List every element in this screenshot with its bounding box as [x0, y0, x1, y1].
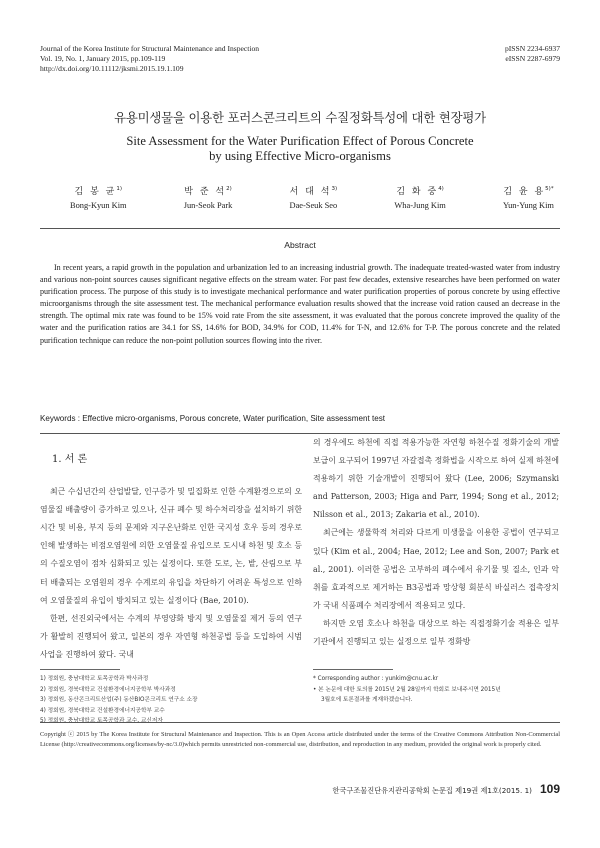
page-number: 109 [539, 782, 560, 796]
author-korean-name: 서 대 석 [289, 187, 332, 197]
author-english-name: Bong-Kyun Kim [70, 201, 127, 210]
body-paragraph: 최근 수십년간의 산업발달, 인구증가 및 밀집화로 인한 수계환경으로의 오염물질 배출량이 증가하고 있으나, 신규 폐수 및 하수처리장을 설치하기 위한 시간 및 비용, 부지 등의 문제와 지구온난화로 인한 국지성 호우 등의 경우로 인해 발생하는 비점오염원에 의한 오염물질 유입으로 도시내 하천 및 호소 등의 수질오염이 점차 심화되고 있는 실정이다. 또한 도로, 논, 밭, 산림으로 부터 배출되는 오염원의 경우 수계로의 유입을 차단하기 어려운 특성으로 인하여 오염물질의 유입이 방치되고 있는 실정이다 (Bae, 2010). [40, 487, 302, 605]
page-footer [333, 782, 560, 796]
author-korean-name: 김 봉 균 [74, 187, 117, 197]
author [394, 184, 445, 210]
footnote: 3) 정회원, 동산콘크리트산업(주) 동산BIO콘크리트 연구소 소장 [40, 697, 198, 703]
issn-info [505, 44, 560, 64]
body-paragraph: 최근에는 생물학적 처리와 다르게 미생물을 이용한 공법이 연구되고 있다 (Kim et al., 2004; Hae, 2012; Lee and Son, 2007; Park et al., 2001). 이러한 공법은 고부하의 폐수에서 유기물 및 질소, 인과 악취를 효과적으로 제거하는 B3공법과 망상형 회분식 바실러스 접촉장치가 국내 식품폐수 처리장에서 적용되고 있다. [313, 528, 559, 610]
footnote-divider [313, 669, 393, 670]
journal-volume: Vol. 19, No. 1, January 2015, pp.109-119 [40, 54, 166, 63]
affiliation-footnotes [40, 674, 302, 727]
footnote: 4) 정회원, 경북대학교 건설환경에너지공학부 교수 [40, 707, 165, 714]
keywords: Keywords : Effective micro-organisms, Porous concrete, Water purification, Site assessment test [40, 414, 386, 423]
author-affiliation-mark: 4) [438, 186, 444, 192]
author [184, 184, 233, 210]
author-english-name: Yun-Yung Kim [503, 201, 554, 210]
doi-link[interactable]: http://dx.doi.org/10.11112/jksmi.2015.19.1.109 [40, 64, 184, 73]
korean-title: 유용미생물을 이용한 포러스콘크리트의 수질정화특성에 대한 현장평가 [114, 110, 486, 125]
author-english-name: Wha-Jung Kim [394, 201, 446, 210]
english-title-line1: Site Assessment for the Water Purification Effect of Porous Concrete [126, 134, 474, 148]
english-title-line2: by using Effective Micro-organisms [209, 149, 391, 163]
author-affiliation-mark: 5)* [545, 186, 554, 192]
footnote: 2) 정회원, 경북대학교 건설환경에너지공학부 박사과정 [40, 686, 176, 693]
divider [40, 722, 560, 723]
abstract-text: In recent years, a rapid growth in the population and urbanization led to an increasing industrial growth. The inadequate treated-wasted water from industry and various non-point sources causes significant negative effects on the stream water. For past few decades, extensive researches have been performed on water purification process. The purpose of this study is to investigate mechanical performance and water purification properties of porous concrete by using effective microorganisms through the site assessment test. The mechanical performance evaluation results showed that the increase void ration caused an decrease in the strength. The optimal mix rate was found to be 15% void rate From the site assessment, it was evaluated that the porous concrete improved the quality of the water and the purification ratios are 34.1 for SS, 14.6% for BOD, 34.9% for COD, 11.4% for T-N, and 12.6% for T-P. The porous concrete and the related purification technique can reduce the non-point pollution sources flowing into the river. [40, 263, 560, 345]
pissn: pISSN 2234-6937 [504, 44, 560, 53]
english-title [0, 134, 600, 164]
body-paragraph: 의 경우에도 하천에 직접 적용가능한 자연형 하천수질 정화기술의 개발 보급이 요구되어 1997년 자갈접촉 정화법을 시작으로 하여 실제 하천에 적용하기 위한 기술개발이 진행되어 왔다 (Lee, 2006; Szymanski and Patterson, 2003; Higa and Parr, 1994; Song et al., 2012; Nilsson et al., 2013; Zakaria et al., 2010). [313, 438, 559, 520]
author-affiliation-mark: 1) [116, 186, 122, 192]
footnote-divider [40, 669, 120, 670]
corresponding-author[interactable]: * Corresponding author : yunkim@cnu.ac.kr [313, 676, 439, 682]
author [503, 184, 554, 210]
author [70, 184, 127, 210]
body-left-column [40, 451, 302, 664]
journal-name: Journal of the Korea Institute for Structural Maintenance and Inspection [40, 44, 260, 53]
footnote: 5) 정회원, 충남대학교 토목공학과 교수, 교신저자 [40, 718, 163, 724]
author [290, 184, 338, 210]
body-paragraph: 한편, 선진외국에서는 수계의 부영양화 방지 및 오염물질 제거 등의 연구가 활발히 진행되어 왔고, 일본의 경우 자연형 하천공법 등을 도입하여 시범사업을 진행하여 왔다. 국내 [40, 613, 302, 659]
correspondence-footnotes [313, 674, 559, 706]
divider [40, 228, 560, 229]
footnote: 3월호에 토론결과를 게재하겠습니다. [321, 697, 413, 703]
footer-journal-name: 한국구조물진단유지관리공학회 논문집 제19권 제1호(2015. 1) [332, 786, 532, 795]
author-list [70, 184, 554, 210]
eissn: eISSN 2287-6979 [505, 54, 560, 63]
author-affiliation-mark: 2) [226, 186, 232, 192]
author-korean-name: 김 윤 용 [503, 187, 546, 197]
journal-info [40, 44, 259, 74]
copyright-notice: Copyright ⓒ 2015 by The Korea Institute for Structural Maintenance and Inspection. This is an Open Access article distributed under the terms of the Creative Commons Attribution Non-Commercial License (http://creativecommons.org/licenses/by-nc/3.0)which permits unrestricted non-commercial use, distribution, and reproduction in any medium, provided the original work is properly cited. [40, 731, 560, 748]
body-right-column [313, 434, 559, 651]
footnote: • 본 논문에 대한 토의를 2015년 2월 28일까지 학회로 보내주시면 2015년 [313, 686, 501, 693]
author-english-name: Dae-Seuk Seo [289, 201, 338, 210]
author-korean-name: 김 화 중 [396, 187, 439, 197]
author-korean-name: 박 준 석 [184, 187, 227, 197]
abstract-heading: Abstract [284, 240, 316, 250]
body-paragraph: 하지만 오염 호소나 하천을 대상으로 하는 직접정화기술 적용은 일부 기관에서 진행되고 있는 실정으로 일부 정화방 [313, 618, 559, 647]
footnote: 1) 정회원, 충남대학교 토목공학과 박사과정 [40, 676, 149, 682]
author-affiliation-mark: 3) [331, 186, 338, 192]
author-english-name: Jun-Seok Park [183, 201, 233, 210]
section-heading: 1. 서 론 [52, 454, 88, 465]
